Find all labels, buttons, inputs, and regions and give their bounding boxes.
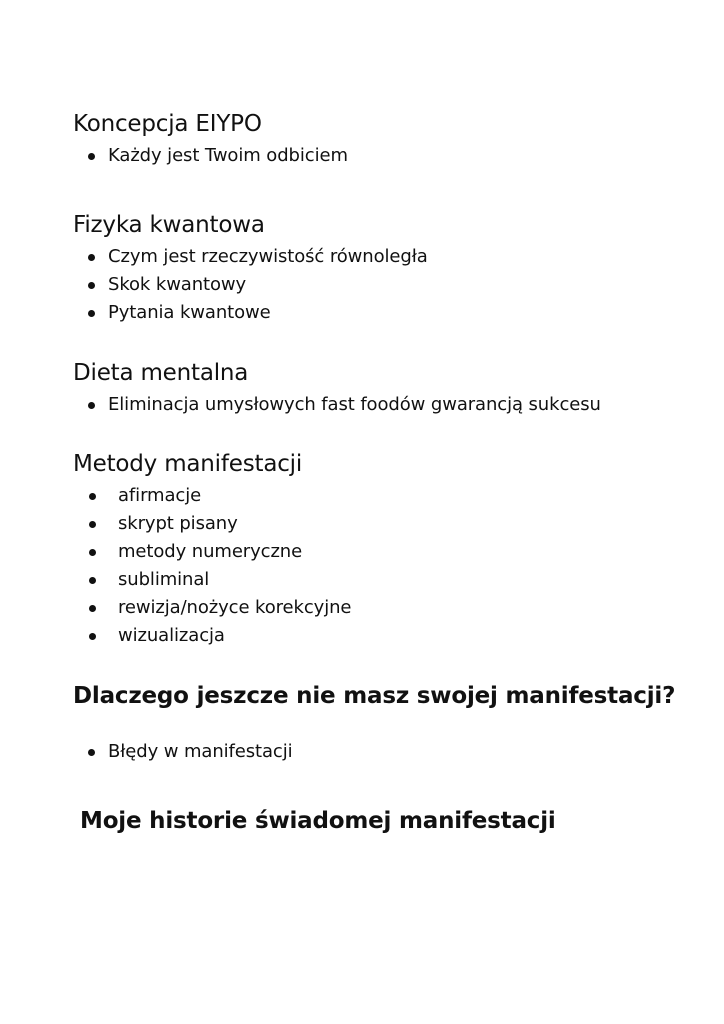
list-item bbox=[73, 510, 704, 538]
section-metody-manifestacji bbox=[73, 449, 704, 650]
list-item-text: Błędy w manifestacji bbox=[108, 741, 293, 762]
list-item-text: subliminal bbox=[118, 569, 210, 590]
list-item-text: rewizja/nożyce korekcyjne bbox=[118, 597, 352, 618]
list-item bbox=[73, 271, 704, 299]
bullet-icon bbox=[88, 749, 95, 756]
list-item-text: wizualizacja bbox=[118, 625, 225, 646]
bullet-list bbox=[73, 391, 704, 419]
section-heading: Dlaczego jeszcze nie masz swojej manifestacji? bbox=[73, 683, 676, 709]
section-moje-historie bbox=[80, 806, 704, 836]
list-item-text: Każdy jest Twoim odbiciem bbox=[108, 145, 348, 166]
section-dlaczego-jeszcze-nie bbox=[73, 681, 704, 766]
bullet-icon bbox=[89, 577, 96, 584]
list-item bbox=[73, 142, 704, 170]
section-heading: Fizyka kwantowa bbox=[73, 212, 265, 238]
bullet-icon bbox=[88, 254, 95, 261]
section-heading: Dieta mentalna bbox=[73, 360, 249, 386]
list-item bbox=[73, 482, 704, 510]
list-item-text: skrypt pisany bbox=[118, 513, 238, 534]
list-item-text: Czym jest rzeczywistość równoległa bbox=[108, 246, 428, 267]
list-item-text: Eliminacja umysłowych fast foodów gwarancją sukcesu bbox=[108, 394, 601, 415]
section-heading: Koncepcja EIYPO bbox=[73, 111, 262, 137]
bullet-list bbox=[73, 738, 704, 766]
bullet-icon bbox=[89, 605, 96, 612]
list-item bbox=[73, 622, 704, 650]
list-item bbox=[73, 391, 704, 419]
bullet-list bbox=[73, 243, 704, 327]
list-item bbox=[73, 299, 704, 327]
section-koncepcja-eiypo bbox=[73, 109, 704, 170]
list-item-text: Pytania kwantowe bbox=[108, 302, 271, 323]
section-dieta-mentalna bbox=[73, 358, 704, 419]
bullet-icon bbox=[89, 549, 96, 556]
bullet-icon bbox=[88, 402, 95, 409]
list-item-text: metody numeryczne bbox=[118, 541, 303, 562]
list-item bbox=[73, 738, 704, 766]
list-item bbox=[73, 566, 704, 594]
list-item-text: afirmacje bbox=[118, 485, 202, 506]
list-item bbox=[73, 243, 704, 271]
bullet-icon bbox=[89, 633, 96, 640]
bullet-list bbox=[73, 142, 704, 170]
bullet-icon bbox=[88, 310, 95, 317]
section-heading: Moje historie świadomej manifestacji bbox=[80, 808, 556, 834]
bullet-icon bbox=[89, 493, 96, 500]
bullet-icon bbox=[89, 521, 96, 528]
bullet-icon bbox=[88, 282, 95, 289]
section-heading: Metody manifestacji bbox=[73, 451, 303, 477]
section-fizyka-kwantowa bbox=[73, 210, 704, 327]
list-item bbox=[73, 594, 704, 622]
list-item bbox=[73, 538, 704, 566]
bullet-icon bbox=[88, 153, 95, 160]
list-item-text: Skok kwantowy bbox=[108, 274, 247, 295]
bullet-list bbox=[73, 482, 704, 650]
